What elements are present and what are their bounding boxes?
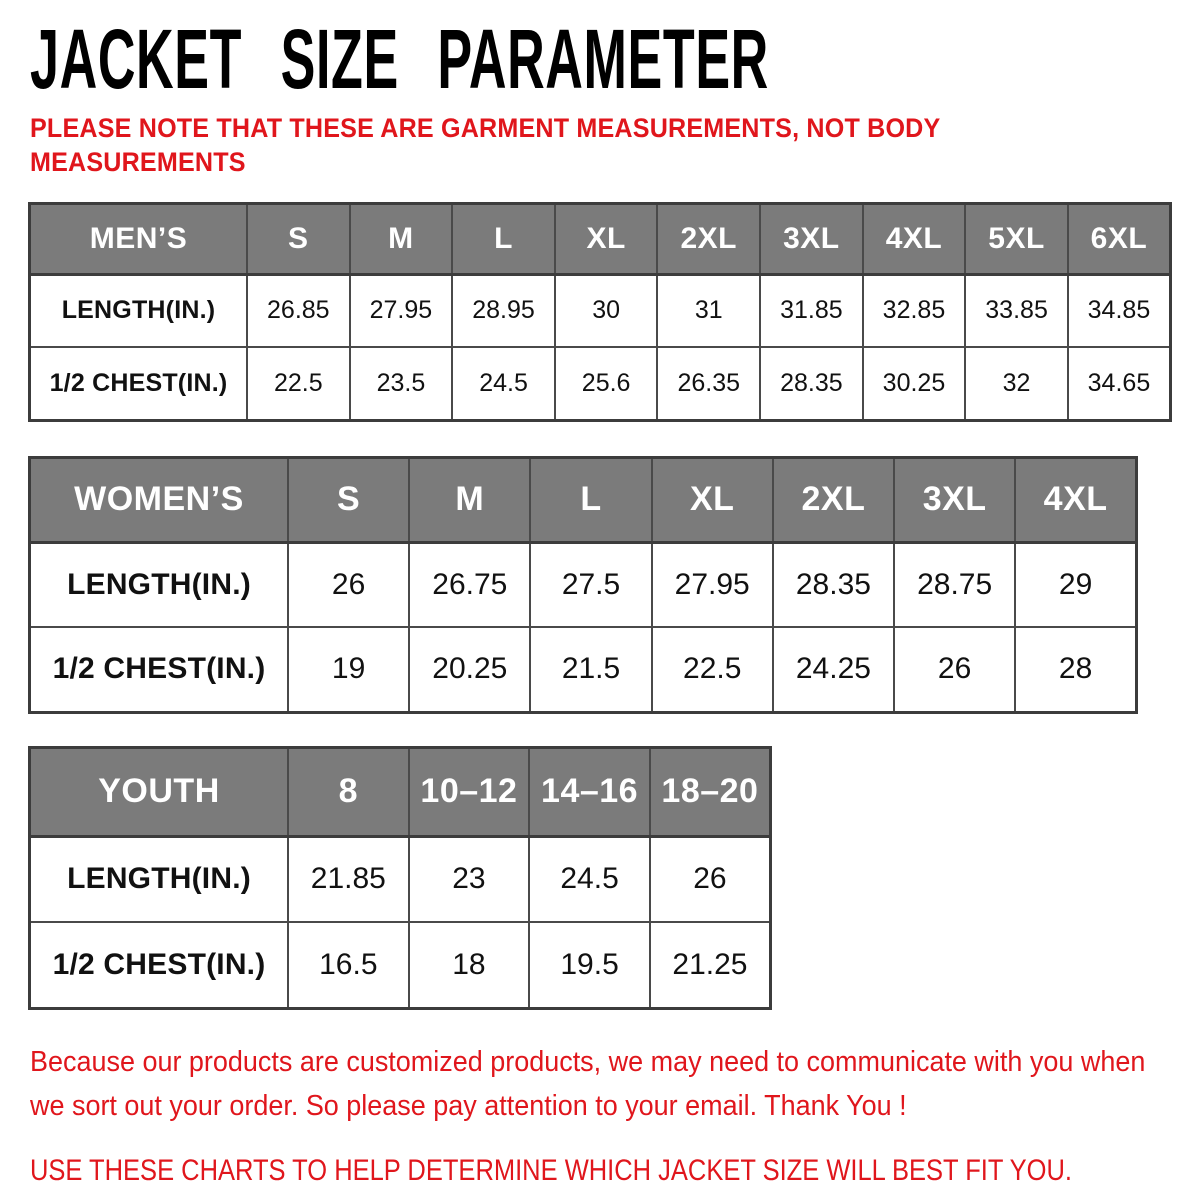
measurement-value-cell: 23.5 bbox=[350, 347, 453, 420]
measurement-value-cell: 34.85 bbox=[1068, 274, 1171, 347]
womens-size-table bbox=[28, 456, 1138, 714]
size-header-cell: 6XL bbox=[1068, 203, 1171, 274]
measurement-row bbox=[30, 922, 771, 1008]
size-header-cell: 5XL bbox=[965, 203, 1068, 274]
chart-usage-note: USE THESE CHARTS TO HELP DETERMINE WHICH JACKET SIZE WILL BEST FIT YOU. bbox=[30, 1153, 1072, 1187]
size-header-cell: 4XL bbox=[863, 203, 966, 274]
size-header-cell: 8 bbox=[288, 747, 409, 836]
size-header-cell: L bbox=[452, 203, 555, 274]
size-header-cell: M bbox=[409, 457, 530, 542]
measurement-value-cell: 26 bbox=[894, 627, 1015, 712]
measurement-value-cell: 33.85 bbox=[965, 274, 1068, 347]
measurement-value-cell: 22.5 bbox=[652, 627, 773, 712]
measurement-value-cell: 19.5 bbox=[529, 922, 650, 1008]
measurement-value-cell: 21.25 bbox=[650, 922, 771, 1008]
measurement-value-cell: 28.35 bbox=[760, 347, 863, 420]
measurement-value-cell: 31.85 bbox=[760, 274, 863, 347]
measurement-value-cell: 21.5 bbox=[530, 627, 651, 712]
row-label-cell: 1/2 CHEST(IN.) bbox=[30, 347, 248, 420]
size-header-cell: 2XL bbox=[773, 457, 894, 542]
size-header-cell: S bbox=[288, 457, 409, 542]
size-header-cell: M bbox=[350, 203, 453, 274]
page-title bbox=[30, 12, 1200, 106]
size-header-cell: 2XL bbox=[657, 203, 760, 274]
size-header-cell: XL bbox=[652, 457, 773, 542]
row-label-cell: LENGTH(IN.) bbox=[30, 836, 289, 922]
measurement-row bbox=[30, 542, 1137, 627]
youth-size-table bbox=[28, 746, 772, 1010]
row-label-cell: 1/2 CHEST(IN.) bbox=[30, 922, 289, 1008]
measurement-value-cell: 22.5 bbox=[247, 347, 350, 420]
size-header-cell: L bbox=[530, 457, 651, 542]
row-label-cell: 1/2 CHEST(IN.) bbox=[30, 627, 289, 712]
measurement-value-cell: 27.95 bbox=[652, 542, 773, 627]
measurement-value-cell: 19 bbox=[288, 627, 409, 712]
measurement-value-cell: 26.35 bbox=[657, 347, 760, 420]
size-header-cell: 3XL bbox=[760, 203, 863, 274]
measurement-value-cell: 28.75 bbox=[894, 542, 1015, 627]
measurement-value-cell: 34.65 bbox=[1068, 347, 1171, 420]
measurement-value-cell: 29 bbox=[1015, 542, 1136, 627]
measurement-value-cell: 26 bbox=[288, 542, 409, 627]
row-label-cell: LENGTH(IN.) bbox=[30, 274, 248, 347]
measurement-value-cell: 30.25 bbox=[863, 347, 966, 420]
size-header-row bbox=[30, 203, 1171, 274]
measurement-value-cell: 28.95 bbox=[452, 274, 555, 347]
measurement-value-cell: 20.25 bbox=[409, 627, 530, 712]
measurement-value-cell: 23 bbox=[409, 836, 530, 922]
table-title-cell: WOMEN’S bbox=[30, 457, 289, 542]
measurement-value-cell: 26.85 bbox=[247, 274, 350, 347]
measurement-value-cell: 26 bbox=[650, 836, 771, 922]
measurement-value-cell: 21.85 bbox=[288, 836, 409, 922]
size-header-cell: 14–16 bbox=[529, 747, 650, 836]
garment-measurement-note: PLEASE NOTE THAT THESE ARE GARMENT MEASUREMENTS, NOT BODY MEASUREMENTS bbox=[30, 113, 940, 177]
size-header-row bbox=[30, 747, 771, 836]
measurement-value-cell: 27.95 bbox=[350, 274, 453, 347]
measurement-value-cell: 27.5 bbox=[530, 542, 651, 627]
size-header-cell: 3XL bbox=[894, 457, 1015, 542]
page-title-text: JACKET SIZE PARAMETER bbox=[30, 12, 769, 106]
size-header-cell: 18–20 bbox=[650, 747, 771, 836]
table-title-cell: MEN’S bbox=[30, 203, 248, 274]
measurement-value-cell: 32.85 bbox=[863, 274, 966, 347]
measurement-value-cell: 30 bbox=[555, 274, 658, 347]
measurement-value-cell: 16.5 bbox=[288, 922, 409, 1008]
measurement-value-cell: 28 bbox=[1015, 627, 1136, 712]
measurement-value-cell: 31 bbox=[657, 274, 760, 347]
measurement-row bbox=[30, 347, 1171, 420]
measurement-value-cell: 18 bbox=[409, 922, 530, 1008]
measurement-value-cell: 26.75 bbox=[409, 542, 530, 627]
row-label-cell: LENGTH(IN.) bbox=[30, 542, 289, 627]
size-header-cell: XL bbox=[555, 203, 658, 274]
measurement-value-cell: 24.5 bbox=[529, 836, 650, 922]
custom-order-note: Because our products are customized products, we may need to communicate with you when we sort out your order. So please pay attention to your email. Thank You ! bbox=[30, 1045, 1146, 1122]
measurement-value-cell: 32 bbox=[965, 347, 1068, 420]
table-title-cell: YOUTH bbox=[30, 747, 289, 836]
size-header-cell: 4XL bbox=[1015, 457, 1136, 542]
measurement-row bbox=[30, 627, 1137, 712]
measurement-value-cell: 28.35 bbox=[773, 542, 894, 627]
measurement-value-cell: 24.5 bbox=[452, 347, 555, 420]
mens-size-table bbox=[28, 202, 1172, 422]
measurement-value-cell: 25.6 bbox=[555, 347, 658, 420]
measurement-value-cell: 24.25 bbox=[773, 627, 894, 712]
measurement-row bbox=[30, 836, 771, 922]
size-header-cell: 10–12 bbox=[409, 747, 530, 836]
measurement-row bbox=[30, 274, 1171, 347]
size-header-row bbox=[30, 457, 1137, 542]
size-header-cell: S bbox=[247, 203, 350, 274]
